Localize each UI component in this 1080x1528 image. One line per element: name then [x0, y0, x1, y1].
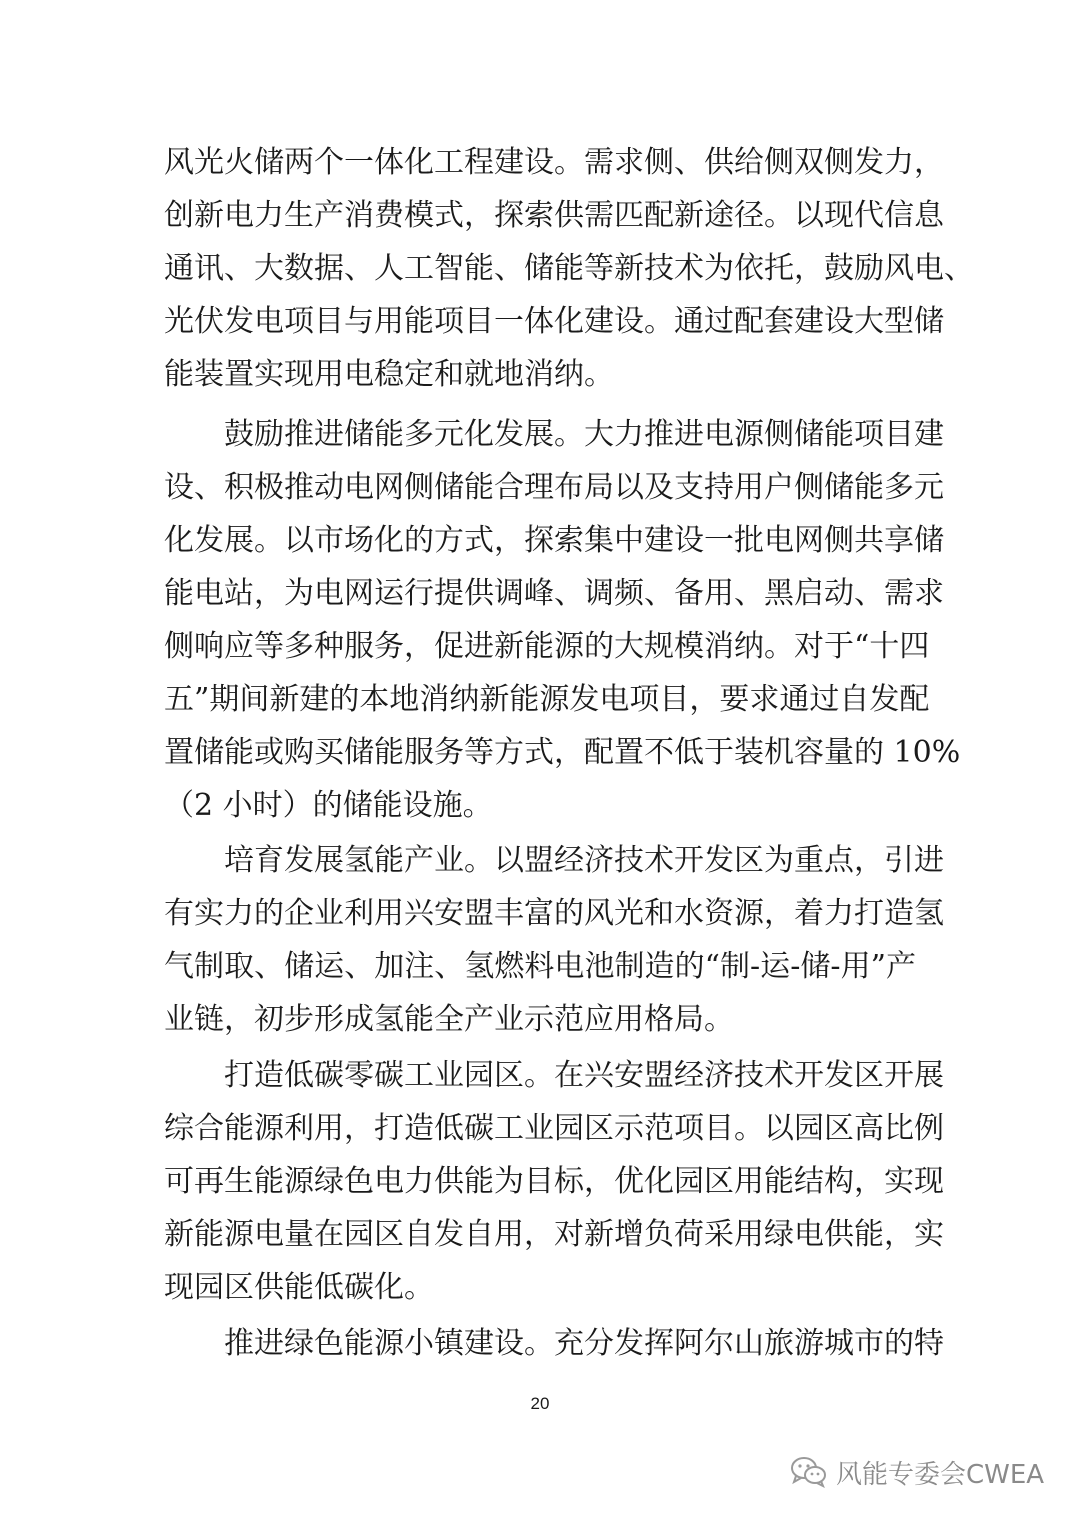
paragraph-heading-line: 推进绿色能源小镇建设。充分发挥阿尔山旅游城市的特	[224, 1326, 944, 1361]
text-line: 能装置实现用电稳定和就地消纳。	[164, 357, 614, 392]
page-number: 20	[530, 1394, 550, 1413]
wechat-icon	[790, 1456, 828, 1488]
text-line: （2 小时）的储能设施。	[164, 788, 493, 823]
text-line: 通讯、大数据、人工智能、储能等新技术为依托，鼓励风电、	[164, 251, 974, 286]
paragraph-heading-line: 鼓励推进储能多元化发展。大力推进电源侧储能项目建	[224, 417, 944, 452]
text-line: 创新电力生产消费模式，探索供需匹配新途径。以现代信息	[164, 198, 944, 233]
text-line: 气制取、储运、加注、氢燃料电池制造的“制-运-储-用”产	[164, 949, 916, 984]
text-line: 风光火储两个一体化工程建设。需求侧、供给侧双侧发力，	[164, 145, 944, 180]
text-line: 有实力的企业利用兴安盟丰富的风光和水资源，着力打造氢	[164, 896, 944, 931]
text-line: 置储能或购买储能服务等方式，配置不低于装机容量的 10%	[164, 735, 961, 770]
paragraph-heading-line: 打造低碳零碳工业园区。在兴安盟经济技术开发区开展	[224, 1058, 944, 1093]
text-line: 新能源电量在园区自发自用，对新增负荷采用绿电供能，实	[164, 1217, 944, 1252]
text-line: 侧响应等多种服务，促进新能源的大规模消纳。对于“十四	[164, 629, 930, 664]
watermark-text: 风能专委会CWEA	[836, 1459, 1045, 1490]
paragraph-heading-line: 培育发展氢能产业。以盟经济技术开发区为重点，引进	[224, 843, 944, 878]
text-line: 五”期间新建的本地消纳新能源发电项目，要求通过自发配	[164, 682, 930, 717]
text-line: 设、积极推动电网侧储能合理布局以及支持用户侧储能多元	[164, 470, 944, 505]
text-line: 综合能源利用，打造低碳工业园区示范项目。以园区高比例	[164, 1111, 944, 1146]
text-line: 能电站，为电网运行提供调峰、调频、备用、黑启动、需求	[164, 576, 944, 611]
watermark	[790, 1452, 1044, 1492]
text-line: 现园区供能低碳化。	[164, 1270, 434, 1305]
text-line: 化发展。以市场化的方式，探索集中建设一批电网侧共享储	[164, 523, 944, 558]
text-line: 可再生能源绿色电力供能为目标，优化园区用能结构，实现	[164, 1164, 944, 1199]
text-line: 业链，初步形成氢能全产业示范应用格局。	[164, 1002, 734, 1037]
text-line: 光伏发电项目与用能项目一体化建设。通过配套建设大型储	[164, 304, 944, 339]
